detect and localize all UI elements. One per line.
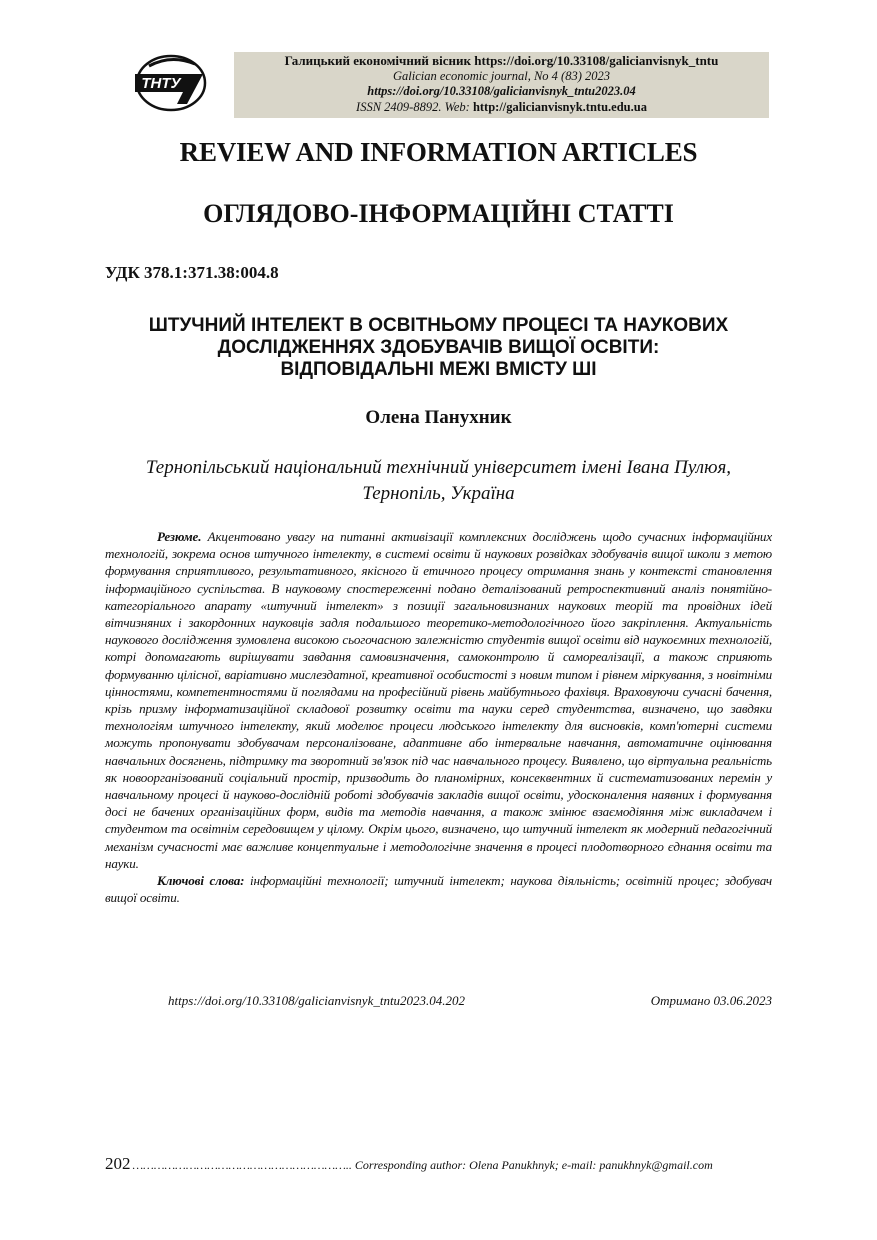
- title-line: ШТУЧНИЙ ІНТЕЛЕКТ В ОСВІТНЬОМУ ПРОЦЕСІ ТА НАУКОВИХ: [148, 315, 729, 336]
- issn-text: ISSN 2409-8892. Web:: [356, 99, 473, 114]
- abstract-text: Акцентовано увагу на питанні активізації комплексних досліджень щодо сучасних інформаційних технологій, зокрема основ штучного інтелекту, в системі освіти й наукових розвідках здобувачів вищої школи з метою формування сприятливого, результативного, якісного й етичного процесу отримання знань у контексті становлення інформаційного суспільства. В науковому спостереженні подано деталізований ретроспективний аналіз понятійно-категоріального апарату «штучний інтелект» з позиції загальновизнаних наукових теорій та провідних ідей вітчизняних і закордонних науковців задля подальшого теоретико-методологічного його закріплення. Актуальність наукового дослідження зумовлена високою сьогочасною залежністю студентів вищої освіти від наукоємних технологій, котрі допомагають вирішувати завдання самовизначення, самоконтролю й самореалізації, а також сприяють формуванню цілісної, варіативно мислездатної, креативної особистості з новим типом і рівнем міркування, з новітніми цінностями, компетентностями й поглядами на професійний рівень майбутнього фахівця. Враховуючи сучасні бачення, крізь призму інформатизаційної складової розвитку освіти та науки серед студентства, визначено, що завдяки технологіям штучного інтелекту, який моделює процеси людського інтелекту для висновків, комп'ютерні системи можуть пропонувати здобувачам персоналізоване, адаптивне або інтервальне навчання, автоматичне оцінювання навчальних досягнень, підтримку та зворотний зв'язок під час навчального процесу. Виявлено, що віртуальна реальність як новоорганізований соціальний простір, призводить до планомірних, консеквентних й систематизованих перемін у навчальному процесі й науково-дослідній роботі здобувачів закладів вищої освіти, удосконалення наявних і формування досі не бачених організаційних форм, видів та методів навчання, а також змінює взаємодіяння між викладачем і студентом та освітнім середовищем у цілому. Окрім цього, визначено, що штучний інтелект як модерний педагогічний механізм сучасності має важливе концептуальне і методологічне значення в процесі плодотворного єднання освіти та науки.: [105, 529, 772, 871]
- affiliation-line: Тернопільський національний технічний університет імені Івана Пулюя,: [145, 457, 732, 478]
- article-title: [80, 315, 797, 381]
- section-title-en: REVIEW AND INFORMATION ARTICLES: [179, 137, 698, 167]
- abstract-label: Резюме.: [157, 529, 202, 544]
- issue-doi: https://doi.org/10.33108/galicianvisnyk_tntu2023.04: [367, 84, 636, 98]
- page-number: 202: [105, 1154, 131, 1173]
- abstract-paragraph: [105, 528, 772, 872]
- keywords-paragraph: [105, 872, 772, 906]
- article-doi-link[interactable]: https://doi.org/10.33108/galicianvisnyk_tntu2023.04.202: [168, 993, 466, 1008]
- corresponding-author: Corresponding author: Olena Panukhnyk; e-mail: panukhnyk@gmail.com: [354, 1158, 713, 1172]
- received-date: Отримано 03.06.2023: [650, 993, 772, 1008]
- logo-text: ТНТУ: [141, 75, 181, 92]
- udk-code: УДК 378.1:371.38:004.8: [105, 263, 279, 282]
- page-footer: [105, 1154, 775, 1174]
- journal-en: Galician economic journal, No 4 (83) 2023: [393, 68, 610, 83]
- affiliation: [0, 455, 877, 507]
- title-line: ВІДПОВІДАЛЬНІ МЕЖІ ВМІСТУ ШІ: [280, 359, 597, 380]
- footer-dots: ……………………………………………………..: [132, 1158, 352, 1172]
- tntu-logo: [131, 52, 211, 114]
- affiliation-line: Тернопіль, Україна: [362, 483, 515, 504]
- title-line: ДОСЛІДЖЕННЯХ ЗДОБУВАЧІВ ВИЩОЇ ОСВІТИ:: [217, 337, 660, 358]
- issn-line: [234, 100, 769, 116]
- journal-line: Галицький економічний вісник https://doi.org/10.33108/galicianvisnyk_tntu: [284, 53, 719, 68]
- abstract-block: [105, 528, 772, 906]
- journal-website: http://galicianvisnyk.tntu.edu.ua: [472, 99, 647, 114]
- keywords-label: Ключові слова:: [157, 873, 245, 889]
- keywords-text: інформаційні технології; штучний інтелект; наукова діяльність; освітній процес; здобувач вищої освіти.: [105, 873, 773, 906]
- section-title-ua: ОГЛЯДОВО-ІНФОРМАЦІЙНІ СТАТТІ: [203, 199, 674, 228]
- author-name: Олена Панухник: [365, 407, 512, 428]
- journal-header: [234, 52, 769, 118]
